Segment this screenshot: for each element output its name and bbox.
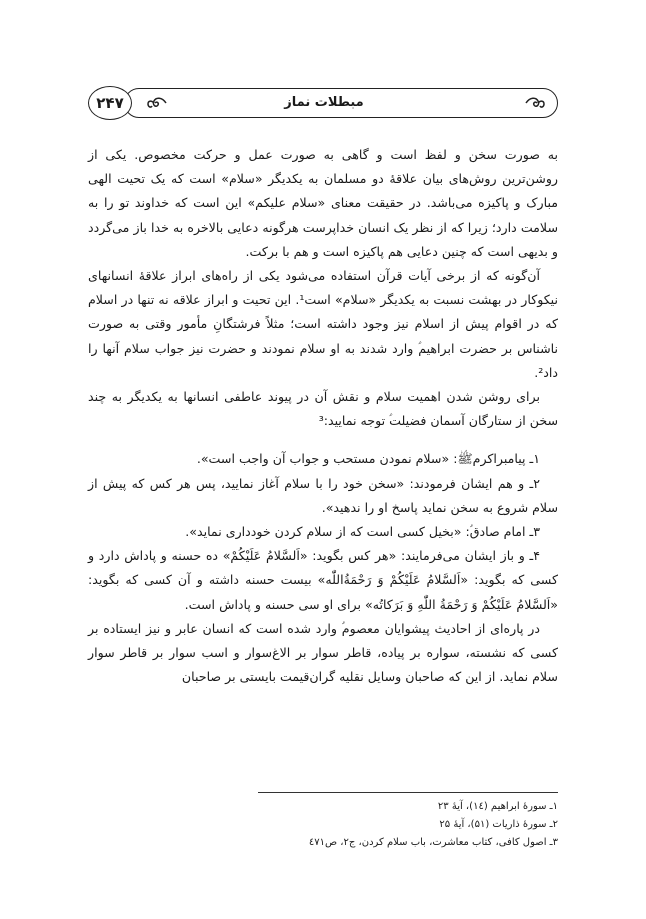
hadith-item: ۱ـ پیامبراکرم‌ﷺ: «سلام نمودن مستحب و جواب آن واجب است». bbox=[196, 451, 540, 467]
paragraph: در پاره‌ای از احادیث پیشوایان معصوم‌ؑ وارد شده است که انسان عابر و نیز ایستاده بر کسی که نشسته، سواره بر پیاده، قاطر سوار بر الاغ‌سوار و اسب سوار بر قاطر سوار سلام نماید. از این که صاحبان وسایل نقلیه گران‌قیمت بایستی بر صاحبان bbox=[88, 620, 558, 685]
footnote-divider bbox=[258, 792, 558, 793]
paragraph: برای روشن شدن اهمیت سلام و نقش آن در پیوند عاطفی انسانها به یکدیگر به چند سخن از ستارگان آسمان فضیلت‌ؑ توجه نمایید:³ bbox=[88, 389, 558, 429]
page-number: ۲۴۷ bbox=[88, 86, 132, 120]
hadith-item: ۲ـ و هم ایشان فرمودند: «سخن خود را با سلام آغاز نمایید، پس هر کس که پیش از سلام شروع به سخن نماید پاسخ او را ندهید». bbox=[88, 475, 558, 515]
ornament-right-icon bbox=[524, 96, 546, 110]
footnote: ۳ـ اصول کافی، کتاب معاشرت، باب سلام کردن، ج۲، ص٤٧١ bbox=[308, 837, 558, 848]
body-text bbox=[88, 143, 558, 689]
hadith-item: ۳ـ امام صادق‌ؑ: «بخیل کسی است که از سلام کردن خودداری نماید». bbox=[185, 524, 540, 540]
running-title: مبطلات نماز bbox=[284, 95, 364, 110]
footnote: ۱ـ سورهٔ ابراهیم (۱٤)، آیهٔ ۲۳ bbox=[437, 801, 558, 812]
footnote: ۲ـ سورهٔ ذاریات (۵۱)، آیهٔ ۲۵ bbox=[439, 819, 558, 830]
paragraph: به صورت سخن و لفظ است و گاهی به صورت عمل و حرکت مخصوص. یکی از روشن‌ترین روش‌های بیان علاقهٔ دو مسلمان به یکدیگر «سلام» است که یک تحیت الهی مبارک و پاکیزه می‌باشد. در حقیقت معنای «سلام علیکم» این است که خداوند تو را به سلامت دارد؛ زیرا که از نظر یک انسان خداپرست هرگونه دعایی بالاخره به خدا باز می‌گردد و بدیهی است که چنین دعایی هم پاکیزه است و هم با برکت. bbox=[88, 147, 558, 259]
footnotes bbox=[258, 798, 558, 852]
hadith-item: ۴ـ و باز ایشان می‌فرمایند: «هر کس بگوید: «اَلسَّلامُ عَلَیْکُمْ» ده حسنه و پاداش دارد و کسی که بگوید: «اَلسَّلامُ عَلَیْکُمْ وَ رَحْمَةُاللّٰه» بیست حسنه داشته و آن کسی که بگوید: «اَلسَّلامُ عَلَیْکُمْ وَ رَحْمَةُ اللّٰهِ وَ بَرَکاتُه» برای او سی حسنه و پاداش است. bbox=[88, 548, 558, 612]
page-header bbox=[88, 86, 560, 124]
paragraph: آن‌گونه که از برخی آیات قرآن استفاده می‌شود یکی از راه‌های ابراز علاقهٔ انسانهای نیکوکار در بهشت نسبت به یکدیگر «سلام» است¹. این تحیت و ابراز علاقه نه تنها در اسلام که در اقوام پیش از اسلام نیز وجود داشته است؛ مثلاً فرشتگانِ مأمور وقتی به صورت ناشناس بر حضرت ابراهیم‌ؑ وارد شدند به او سلام نمودند و حضرت نیز جواب سلام آنها را داد². bbox=[88, 268, 558, 380]
